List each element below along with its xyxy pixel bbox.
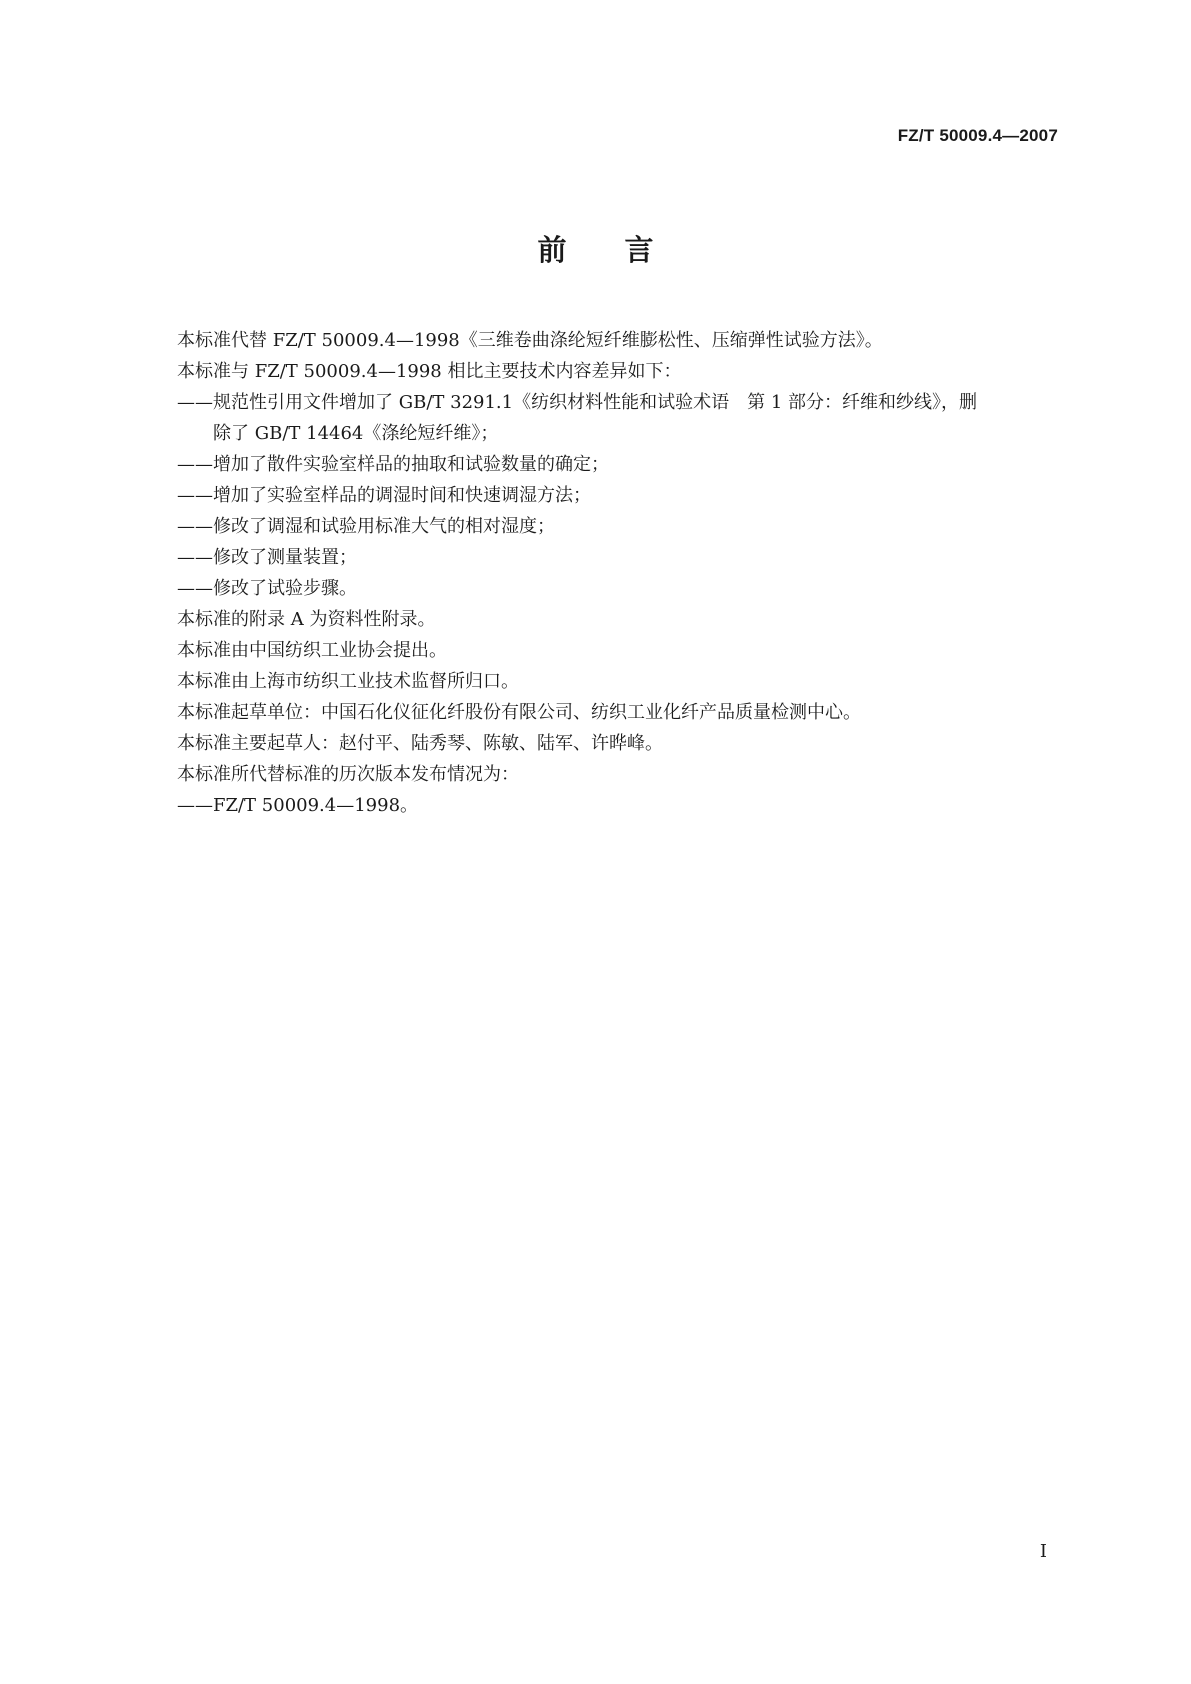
change-item-text: 修改了调湿和试验用标准大气的相对湿度； [213, 516, 555, 537]
change-item-1 [177, 387, 1067, 418]
paragraph-drafters: 本标准主要起草人：赵付平、陆秀琴、陈敏、陆军、许晔峰。 [177, 733, 663, 754]
change-item-text: 规范性引用文件增加了 GB/T 3291.1《纺织材料性能和试验术语 第 1 部分：纤维和纱线》，删 [213, 392, 977, 413]
change-item-2 [177, 449, 1067, 480]
foreword-body [177, 325, 1067, 821]
paragraph-annex: 本标准的附录 A 为资料性附录。 [177, 609, 436, 630]
change-item-3 [177, 480, 1067, 511]
change-item-6 [177, 573, 1067, 604]
change-item-4 [177, 511, 1067, 542]
change-item-text: 修改了测量装置； [213, 547, 357, 568]
paragraph-administrator: 本标准由上海市纺织工业技术监督所归口。 [177, 671, 519, 692]
paragraph-history-intro: 本标准所代替标准的历次版本发布情况为： [177, 764, 519, 785]
change-item-text: 增加了散件实验室样品的抽取和试验数量的确定； [213, 454, 609, 475]
paragraph-replacement: 本标准代替 FZ/T 50009.4—1998《三维卷曲涤纶短纤维膨松性、压缩弹性试验方法》。 [177, 330, 883, 351]
list-dash: —— [177, 485, 213, 506]
list-dash: —— [177, 578, 213, 599]
list-dash: —— [177, 795, 213, 816]
list-dash: —— [177, 392, 213, 413]
paragraph-differences-intro: 本标准与 FZ/T 50009.4—1998 相比主要技术内容差异如下： [177, 361, 682, 382]
standard-code: FZ/T 50009.4—2007 [897, 126, 1058, 145]
paragraph-drafting-units: 本标准起草单位：中国石化仪征化纤股份有限公司、纺织工业化纤产品质量检测中心。 [177, 702, 861, 723]
list-dash: —— [177, 454, 213, 475]
list-dash: —— [177, 547, 213, 568]
history-item-text: FZ/T 50009.4—1998。 [213, 795, 419, 816]
change-item-5 [177, 542, 1067, 573]
change-item-1-continuation: 除了 GB/T 14464《涤纶短纤维》； [213, 423, 499, 444]
change-item-text: 修改了试验步骤。 [213, 578, 357, 599]
list-dash: —— [177, 516, 213, 537]
paragraph-proposer: 本标准由中国纺织工业协会提出。 [177, 640, 447, 661]
page-number: I [1039, 1541, 1047, 1562]
page-title: 前言 [537, 233, 712, 267]
change-item-text: 增加了实验室样品的调湿时间和快速调湿方法； [213, 485, 591, 506]
history-item [177, 790, 1067, 821]
